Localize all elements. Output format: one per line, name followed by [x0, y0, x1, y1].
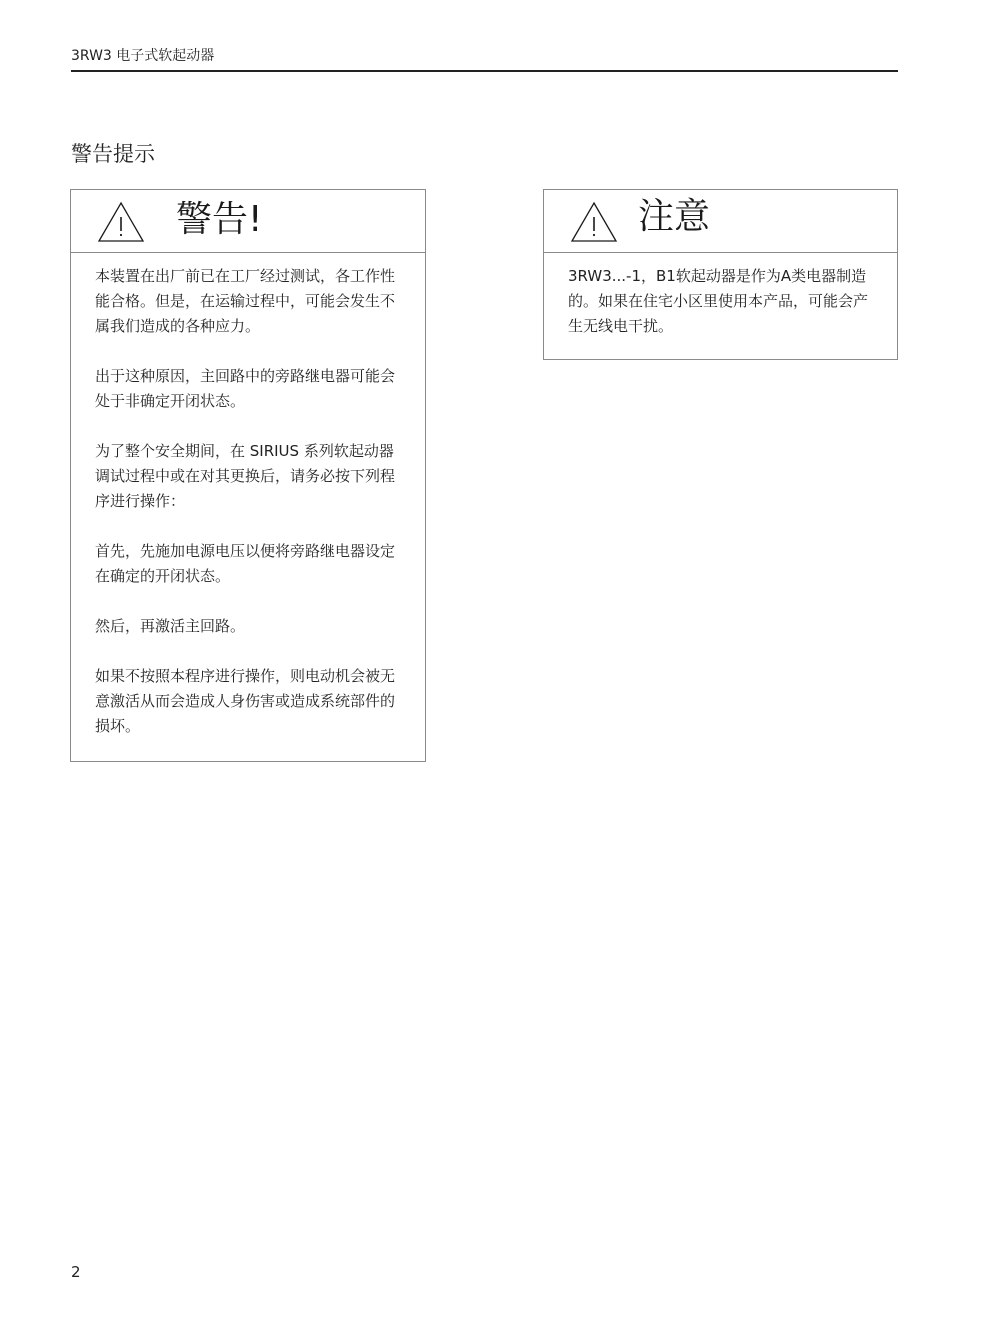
- warning-paragraph: 为了整个安全期间，在 SIRIUS 系列软起动器调试过程中或在对其更换后，请务必按下列程序进行操作：: [95, 442, 396, 510]
- warning-body: [71, 253, 425, 739]
- running-header-title: 3RW3 电子式软起动器: [71, 48, 215, 64]
- warning-paragraph: 本装置在出厂前已在工厂经过测试，各工作性能合格。但是，在运输过程中，可能会发生不属我们造成的各种应力。: [95, 267, 396, 335]
- warning-paragraph: 首先，先施加电源电压以便将旁路继电器设定在确定的开闭状态。: [95, 542, 396, 585]
- caution-body: [544, 253, 897, 339]
- warning-triangle-icon: [96, 200, 146, 244]
- page-number: 2: [71, 1263, 81, 1281]
- warning-triangle-icon: [569, 200, 619, 244]
- caution-box: [543, 189, 898, 360]
- caution-box-header: [544, 190, 897, 253]
- caution-title: 注意: [638, 196, 711, 237]
- warning-paragraph: 如果不按照本程序进行操作，则电动机会被无意激活从而会造成人身伤害或造成系统部件的损坏。: [95, 667, 396, 735]
- warning-box: [70, 189, 426, 762]
- warning-title: 警告!: [176, 199, 263, 240]
- caution-paragraph: 3RW3...-1，B1软起动器是作为A类电器制造的。如果在住宅小区里使用本产品，可能会产生无线电干扰。: [568, 267, 869, 335]
- warning-paragraph: 然后，再激活主回路。: [95, 617, 246, 635]
- header-divider: [71, 70, 898, 72]
- warning-paragraph: 出于这种原因，主回路中的旁路继电器可能会处于非确定开闭状态。: [95, 367, 396, 410]
- warning-box-header: [71, 190, 425, 253]
- section-heading: 警告提示: [71, 142, 155, 166]
